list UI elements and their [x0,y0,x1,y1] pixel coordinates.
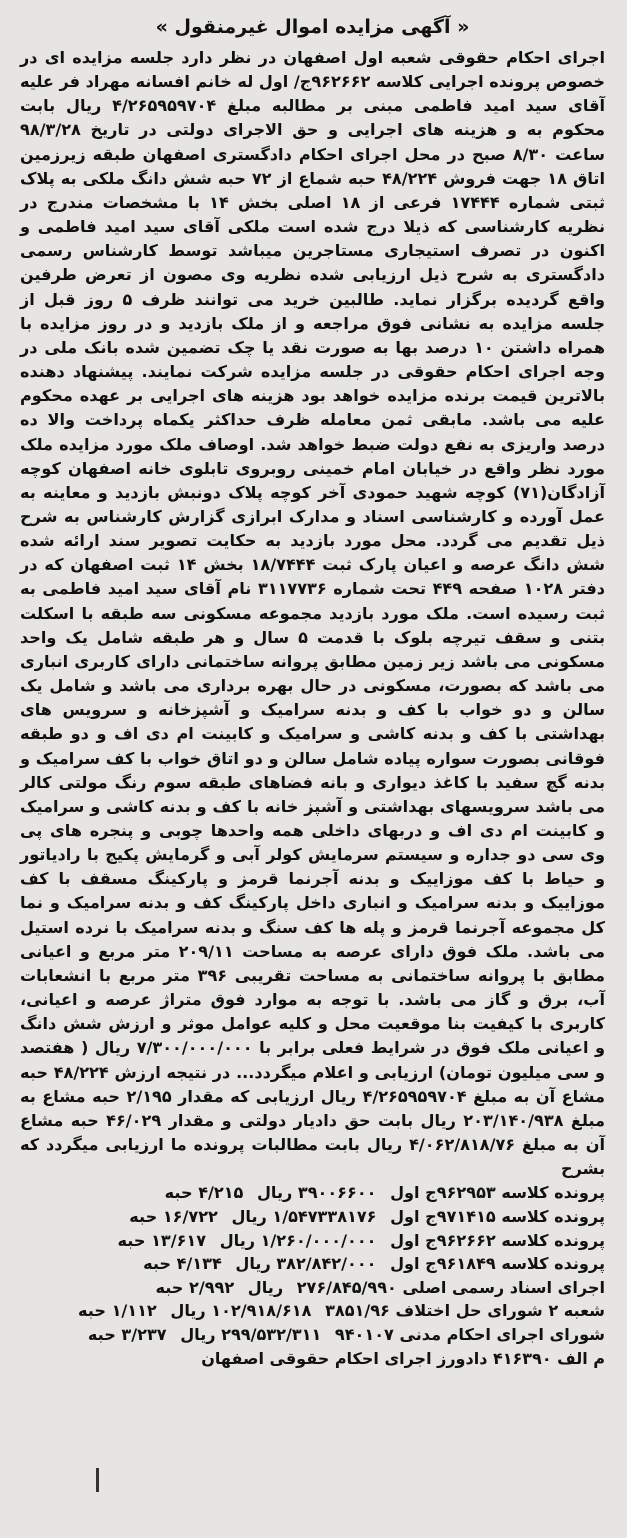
case-amount: ۳۹۰۰۶۶۰۰ ریال [256,1183,377,1203]
case-amount: ۳۸۲/۸۴۲/۰۰۰ ریال [235,1254,377,1274]
margin-mark [96,1468,99,1492]
case-amount: ریال [247,1277,284,1297]
case-list [20,1181,605,1346]
list-item [20,1181,605,1205]
case-label: شعبه ۲ شورای حل اختلاف ۳۸۵۱/۹۶ [325,1301,605,1321]
case-amount: ۱۰۲/۹۱۸/۶۱۸ ریال [170,1301,312,1321]
case-amount: ۱/۵۴۷۳۳۸۱۷۶ ریال [231,1206,377,1226]
case-share: ۴/۲۱۵ حبه [164,1183,244,1203]
case-label: پرونده کلاسه ۹۶۲۹۵۳ج اول [390,1183,605,1203]
case-label: شورای اجرای احکام مدنی ۹۴۰۱۰۷ [334,1324,605,1344]
case-label: پرونده کلاسه ۹۷۱۴۱۵ج اول [390,1206,605,1226]
list-item [20,1323,605,1347]
case-label: اجرای اسناد رسمی اصلی ۲۷۶/۸۴۵/۹۹۰ [296,1277,605,1297]
list-item [20,1252,605,1276]
case-share: ۴/۱۳۴ حبه [143,1254,222,1274]
case-amount: ۱/۲۶۰/۰۰۰/۰۰۰ ریال [219,1230,377,1250]
case-share: ۳/۲۳۷ حبه [87,1324,167,1344]
list-item [20,1276,605,1300]
notice-footer: م الف ۴۱۶۳۹۰ دادورز اجرای احکام حقوقی اصفهان [201,1348,605,1368]
list-item [20,1229,605,1253]
case-amount: ۲۹۹/۵۳۲/۳۱۱ ریال [180,1324,322,1344]
notice-body: اجرای احکام حقوقی شعبه اول اصفهان در نظر دارد جلسه مزایده ای در خصوص پرونده اجرایی کلاسه ۹۶۲۶۶۲ج/ اول له خانم افسانه مهراد فر علیه آقای سید امید فاطمی مبنی بر مطالبه مبلغ ۴/۲۶۵۹۵۹۷۰۴ ریال بابت محکوم به و هزینه های اجرایی و حق الاجرای دولتی در تاریخ ۹۸/۳/۲۸ ساعت ۸/۳۰ صبح در محل اجرای احکام دادگستری اصفهان طبقه زیرزمین اتاق ۱۸ جهت فروش ۴۸/۲۲۴ حبه شماع از ۷۲ حبه شش دانگ ملکی به پلاک ثبتی شماره ۱۷۴۴۴ فرعی از ۱۸ اصلی بخش ۱۴ با مشخصات مندرج در نظریه کارشناسی که ذیلا درج شده است ملکی آقای سید امید فاطمی و اکنون در تصرف استیجاری مستاجرین میباشد توسط کارشناس رسمی دادگستری به شرح ذیل ارزیابی شده نظریه وی مصون از تعرض طرفین واقع گردیده برگزار نماید. طالبین خرید می توانند ظرف ۵ روز قبل از جلسه مزایده به نشانی فوق مراجعه و از ملک بازدید و در روز مزایده با همراه داشتن ۱۰ درصد بها به صورت نقد یا چک تضمین شده بانک ملی در وجه اجرای احکام حقوقی در جلسه مزایده شرکت نمایند. پیشنهاد دهنده بالاترین قیمت برنده مزایده خواهد بود هزینه های اجرایی بر عهده محکوم علیه می باشد. مابقی ثمن معامله ظرف حداکثر یکماه پرداخت والا ده درصد واریزی به نفع دولت ضبط خواهد شد. اوصاف ملک مورد مزایده ملک مورد نظر واقع در خیابان امام خمینی روبروی تابلوی خانه اصفهان کوچه آزادگان(۷۱) کوچه شهید حمودی آخر کوچه پلاک دونبش بازدید و معاینه به عمل آورده و کارشناسی اسناد و مدارک ابرازی گزارش کارشناس به شرح ذیل تقدیم می گردد. محل مورد بازدید به حکایت تصویر سند ارائه شده شش دانگ عرصه و اعیان پارک ثبت ۱۸/۷۴۴۴ بخش ۱۴ ثبت اصفهان که در دفتر ۱۰۲۸ صفحه ۴۴۹ تحت شماره ۳۱۱۷۷۳۶ نام آقای سید امید فاطمی به ثبت رسیده است. ملک مورد بازدید مجموعه مسکونی سه طبقه با اسکلت بتنی و سقف تیرچه بلوک با قدمت ۵ سال و هر طبقه شامل یک واحد مسکونی می باشد زیر زمین مطابق پروانه ساختمانی دارای کاربری انباری می باشد که بصورت، مسکونی در حال بهره برداری می باشد و شامل یک سالن و دو خواب با کف و بدنه سرامیک و آشپزخانه و سرویس های بهداشتی با کف و بدنه کاشی و سرامیک و کابینت ام دی اف و دو طبقه فوقانی بصورت سواره پیاده شامل سالن و دو اتاق خواب با کف سرامیک و بدنه گچ سفید با کاغذ دیواری و بانه فضاهای طبقه سوم رنگ مولتی کالر می باشد سرویسهای بهداشتی و آشپز خانه با کف و بدنه کاشی و سرامیک و کابینت ام دی اف و دربهای داخلی همه واحدها چوبی و پنجره های پی وی سی دو جداره و سیستم سرمایش کولر آبی و گرمایش پکیج با رادیاتور و حیاط با کف موزاییک و بدنه آجرنما قرمز و پارکینگ مسقف با کف موزاییک و بدنه سرامیک و انباری داخل پارکینگ کف و بدنه سرامیک و نما کل مجموعه آجرنما قرمز و پله ها کف سنگ و بدنه سرامیک با نرده استیل می باشد. ملک فوق دارای عرصه به مساحت ۲۰۹/۱۱ متر مربع و اعیانی مطابق با پروانه ساختمانی به مساحت تقریبی ۳۹۶ متر مربع با انشعابات آب، برق و گاز می باشد. با توجه به موارد فوق متراژ عرصه و اعیانی، کاربری با کیفیت بنا موقعیت محل و کلیه عوامل موثر و ارزش شش دانگ و اعیانی ملک فوق در شرایط فعلی برابر با ۷/۳۰۰/۰۰۰/۰۰۰ ریال ( هفتصد و سی میلیون تومان) ارزیابی و اعلام میگردد... در نتیجه ارزش ۴۸/۲۲۴ حبه مشاع آن به مبلغ ۴/۲۶۵۹۵۹۷۰۴ ریال ارزیابی که مقدار ۲/۱۹۵ حبه مشاع به مبلغ ۲۰۳/۱۴۰/۹۳۸ ریال بابت حق دادیار دولتی و مقدار ۴۶/۰۲۹ حبه مشاع آن به مبلغ ۴/۰۶۲/۸۱۸/۷۶ ریال بابت مطالبات پرونده ما ارزیابی میگردد که بشرح [20,48,606,1179]
case-share: ۲/۹۹۲ حبه [155,1277,235,1297]
case-share: ۱/۱۱۲ حبه [78,1301,157,1321]
case-label: پرونده کلاسه ۹۶۲۶۶۲ج اول [390,1230,605,1250]
list-item [20,1205,605,1229]
list-item [20,1299,605,1323]
case-share: ۱۶/۷۲۲ حبه [129,1206,218,1226]
case-label: پرونده کلاسه ۹۶۱۸۴۹ج اول [390,1254,605,1274]
notice-title: « آگهی مزایده اموال غیرمنقول » [155,16,470,38]
case-share: ۱۳/۶۱۷ حبه [117,1230,207,1250]
